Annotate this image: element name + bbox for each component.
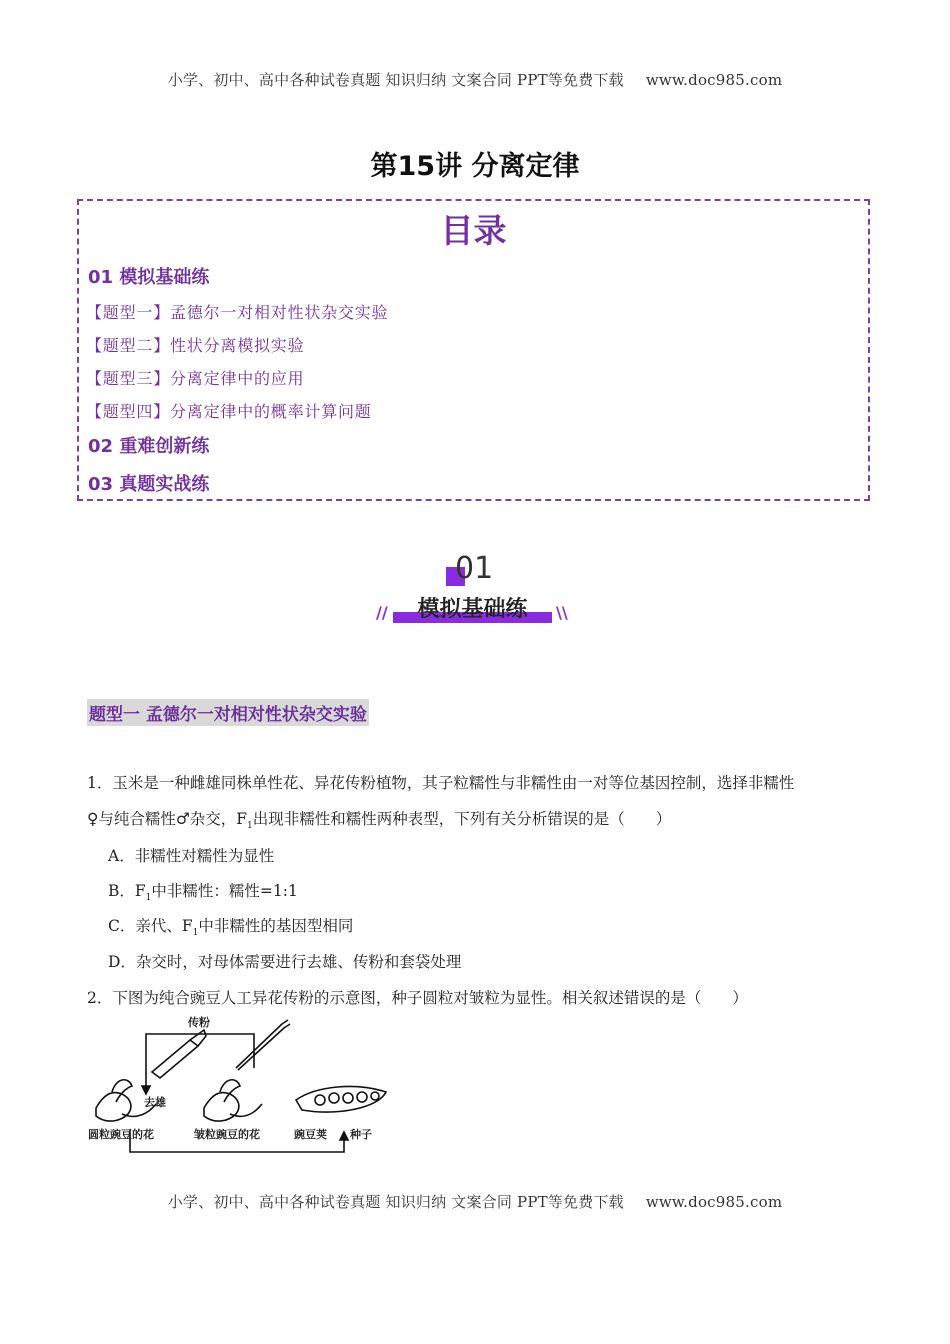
badge-left-mark: // xyxy=(376,603,388,622)
badge-number: 01 xyxy=(455,551,494,586)
q1-line2-part-a: ♀与纯合糯性♂杂交，F xyxy=(87,810,247,828)
label-round-flower: 圆粒豌豆的花 xyxy=(88,1128,154,1141)
q1-option-b-part-a: B．F xyxy=(108,882,146,900)
page-title: 第15讲 分离定律 xyxy=(370,151,580,182)
q1-option-d: D．杂交时，对母体需要进行去雄、传粉和套袋处理 xyxy=(108,953,462,971)
q1-option-c-part-b: 中非糯性的基因型相同 xyxy=(198,917,354,935)
label-seed: 种子 xyxy=(350,1128,372,1141)
q1-option-c xyxy=(108,914,353,938)
q1-line2-sub: 1 xyxy=(246,821,253,832)
q1-line2-part-b: 出现非糯性和糯性两种表型，下列有关分析错误的是（ ） xyxy=(252,810,672,828)
q1-option-a: A．非糯性对糯性为显性 xyxy=(108,847,275,865)
badge-right-mark: \\ xyxy=(556,603,568,622)
label-wrinkled-flower: 皱粒豌豆的花 xyxy=(194,1128,260,1141)
label-pod: 豌豆荚 xyxy=(294,1128,327,1141)
label-emasculation: 去雄 xyxy=(144,1096,166,1109)
toc-heading: 目录 xyxy=(440,211,507,250)
footer-url[interactable]: www.doc985.com xyxy=(645,1193,783,1211)
label-pollination: 传粉 xyxy=(188,1016,210,1029)
toc-item-4[interactable]: 【题型四】分离定律中的概率计算问题 xyxy=(86,402,372,421)
pollination-figure xyxy=(86,1012,396,1162)
q1-option-c-sub: 1 xyxy=(192,928,199,939)
toc-item-2[interactable]: 【题型二】性状分离模拟实验 xyxy=(86,336,305,355)
page-header xyxy=(0,69,950,90)
toc-item-1[interactable]: 【题型一】孟德尔一对相对性状杂交实验 xyxy=(86,303,389,322)
toc-section-1[interactable]: 01 模拟基础练 xyxy=(88,267,210,288)
badge-label: 模拟基础练 xyxy=(417,597,528,622)
q1-option-b xyxy=(108,879,298,903)
q1-option-b-sub: 1 xyxy=(145,893,152,904)
toc-item-3[interactable]: 【题型三】分离定律中的应用 xyxy=(86,369,305,388)
toc-section-2[interactable]: 02 重难创新练 xyxy=(88,436,210,457)
page-footer xyxy=(0,1191,950,1212)
header-url[interactable]: www.doc985.com xyxy=(645,71,783,89)
q1-option-c-part-a: C．亲代、F xyxy=(108,917,193,935)
question-type-heading: 题型一 孟德尔一对相对性状杂交实验 xyxy=(87,699,369,726)
header-text: 小学、初中、高中各种试卷真题 知识归纳 文案合同 PPT等免费下载 xyxy=(167,71,624,89)
q1-line1: 1．玉米是一种雌雄同株单性花、异花传粉植物，其子粒糯性与非糯性由一对等位基因控制，选择非糯性 xyxy=(87,774,795,792)
question-2-stem: 2．下图为纯合豌豆人工异花传粉的示意图，种子圆粒对皱粒为显性。相关叙述错误的是（ ） xyxy=(87,989,748,1007)
q1-option-b-part-b: 中非糯性：糯性=1:1 xyxy=(151,882,298,900)
q1-line2 xyxy=(87,807,671,831)
table-of-contents xyxy=(77,199,870,501)
toc-section-3[interactable]: 03 真题实战练 xyxy=(88,474,210,495)
footer-text: 小学、初中、高中各种试卷真题 知识归纳 文案合同 PPT等免费下载 xyxy=(167,1193,624,1211)
